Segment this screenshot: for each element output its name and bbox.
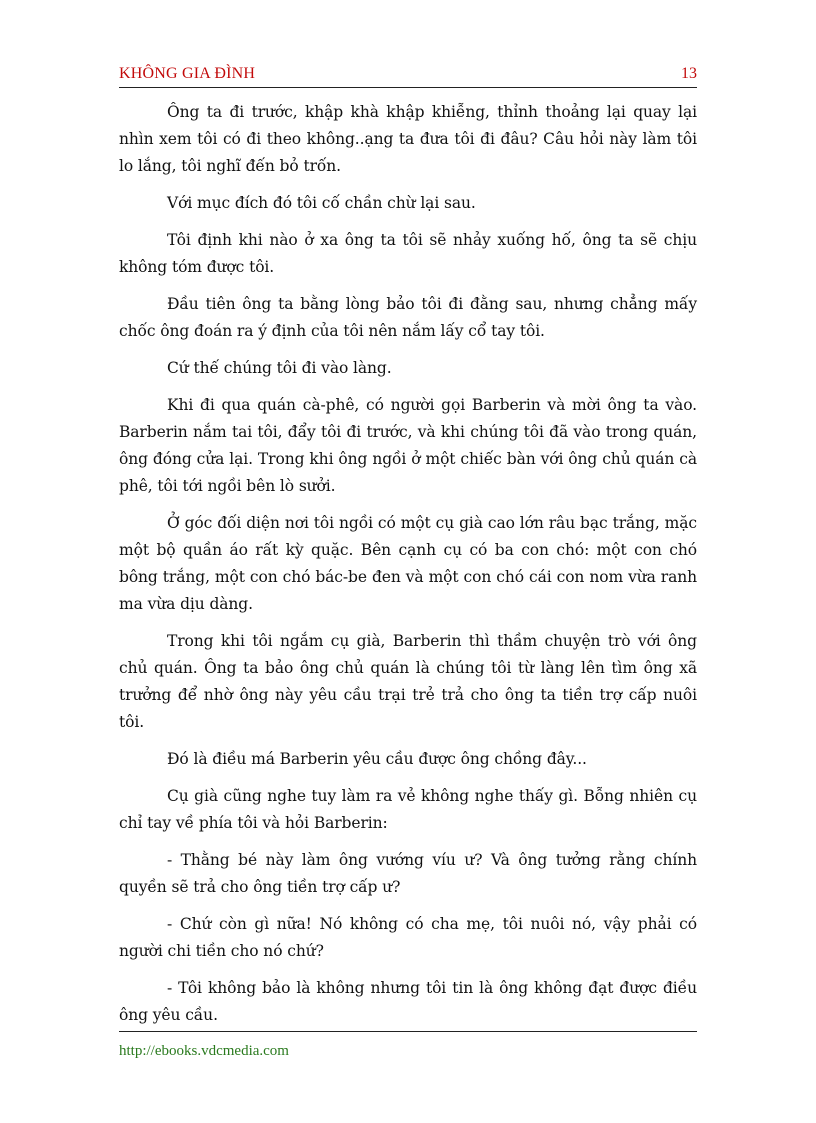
paragraph: Khi đi qua quán cà-phê, có người gọi Barberin và mời ông ta vào. Barberin nắm tai tôi, đẩy tôi đi trước, và khi chúng tôi đã vào trong quán, ông đóng cửa lại. Trong khi ông ngồi ở một chiếc bàn với ông chủ quán cà phê, tôi tới ngồi bên lò sưởi. bbox=[119, 396, 697, 495]
page-body bbox=[119, 99, 697, 1039]
paragraph: - Thằng bé này làm ông vướng víu ư? Và ông tưởng rằng chính quyền sẽ trả cho ông tiền trợ cấp ư? bbox=[119, 851, 697, 896]
page-header bbox=[119, 63, 697, 88]
footer-divider bbox=[119, 1031, 697, 1032]
footer-website-link[interactable]: http://ebooks.vdcmedia.com bbox=[119, 1043, 289, 1059]
paragraph: Cứ thế chúng tôi đi vào làng. bbox=[167, 359, 392, 377]
paragraph: - Chứ còn gì nữa! Nó không có cha mẹ, tôi nuôi nó, vậy phải có người chi tiền cho nó chứ? bbox=[119, 915, 697, 960]
paragraph: Đó là điều má Barberin yêu cầu được ông chồng đây... bbox=[167, 750, 587, 768]
paragraph: Cụ già cũng nghe tuy làm ra vẻ không nghe thấy gì. Bỗng nhiên cụ chỉ tay về phía tôi và hỏi Barberin: bbox=[119, 787, 697, 832]
paragraph: Với mục đích đó tôi cố chần chừ lại sau. bbox=[167, 194, 476, 212]
paragraph: Trong khi tôi ngắm cụ già, Barberin thì thầm chuyện trò với ông chủ quán. Ông ta bảo ông chủ quán là chúng tôi từ làng lên tìm ông xã trưởng để nhờ ông này yêu cầu trại trẻ trả cho ông ta tiền trợ cấp nuôi tôi. bbox=[119, 632, 697, 731]
paragraph: - Tôi không bảo là không nhưng tôi tin là ông không đạt được điều ông yêu cầu. bbox=[119, 979, 697, 1024]
paragraph: Đầu tiên ông ta bằng lòng bảo tôi đi đằng sau, nhưng chẳng mấy chốc ông đoán ra ý định của tôi nên nắm lấy cổ tay tôi. bbox=[119, 295, 697, 340]
paragraph: Ở góc đối diện nơi tôi ngồi có một cụ già cao lớn râu bạc trắng, mặc một bộ quần áo rất kỳ quặc. Bên cạnh cụ có ba con chó: một con chó bông trắng, một con chó bác-be đen và một con chó cái con nom vừa ranh ma vừa dịu dàng. bbox=[119, 514, 697, 613]
page-number: 13 bbox=[681, 65, 697, 82]
paragraph: Ông ta đi trước, khập khà khập khiễng, thỉnh thoảng lại quay lại nhìn xem tôi có đi theo không..ạng ta đưa tôi đi đâu? Câu hỏi này làm tôi lo lắng, tôi nghĩ đến bỏ trốn. bbox=[119, 103, 697, 175]
book-title: KHÔNG GIA ĐÌNH bbox=[119, 65, 256, 82]
paragraph: Tôi định khi nào ở xa ông ta tôi sẽ nhảy xuống hố, ông ta sẽ chịu không tóm được tôi. bbox=[119, 231, 697, 276]
